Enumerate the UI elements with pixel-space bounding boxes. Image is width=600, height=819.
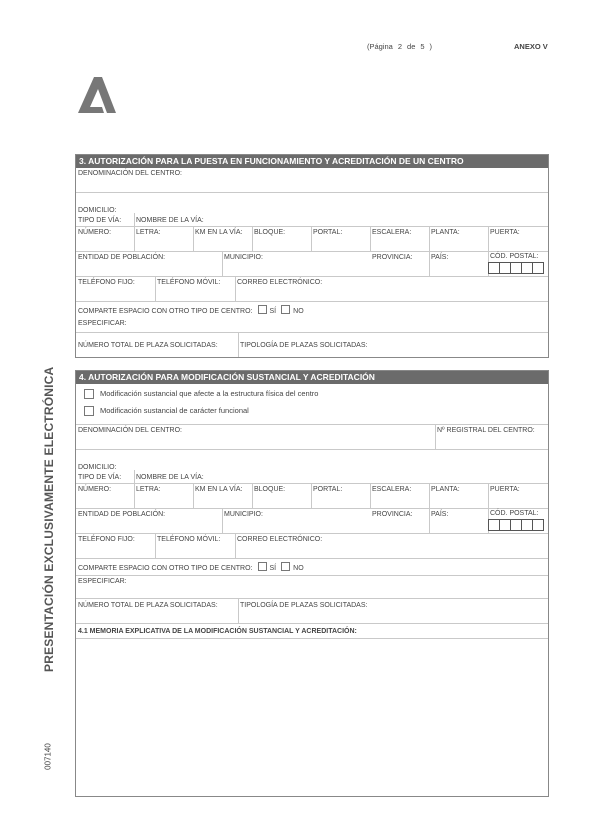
memoria-label: 4.1 MEMORIA EXPLICATIVA DE LA MODIFICACIÓN SUSTANCIAL Y ACREDITACIÓN: [78,628,357,635]
municipio-field[interactable]: MUNICIPIO: [224,254,263,261]
memoria-area[interactable] [76,624,548,784]
si-checkbox-4[interactable] [258,562,267,571]
especificar-field-4[interactable]: ESPECIFICAR: [78,578,127,585]
no-checkbox[interactable] [281,305,290,314]
planta-field[interactable]: PLANTA: [431,229,460,236]
pais-field-4[interactable]: PAÍS: [431,511,449,518]
si-label: SÍ [269,308,277,315]
total-plazas-field[interactable]: NÚMERO TOTAL DE PLAZA SOLICITADAS: [78,342,218,349]
opt-estructura-checkbox[interactable] [84,389,94,399]
page-number: 2 [397,42,403,51]
provincia-field[interactable]: PROVINCIA: [372,254,413,261]
location-row-4 [76,509,548,534]
page-indicator [367,42,437,51]
section-3-title: 3. AUTORIZACIÓN PARA LA PUESTA EN FUNCIONAMIENTO Y ACREDITACIÓN DE UN CENTRO [76,155,548,168]
no-label: NO [293,308,304,315]
entidad-field[interactable]: ENTIDAD DE POBLACIÓN: [78,254,166,261]
tipo-via-label[interactable]: TIPO DE VÍA: [78,217,122,224]
bloque-field-4[interactable]: BLOQUE: [254,486,286,493]
comparte-label: COMPARTE ESPACIO CON OTRO TIPO DE CENTRO: [78,308,253,315]
pais-field[interactable]: PAÍS: [431,254,449,261]
cp4-digit-5[interactable] [532,519,544,531]
section-3 [75,154,549,358]
nombre-via-label[interactable]: NOMBRE DE LA VÍA: [136,217,204,224]
comparte-row [76,302,548,333]
letra-field[interactable]: LETRA: [136,229,161,236]
puerta-field[interactable]: PUERTA: [490,229,520,236]
cp-digit-5[interactable] [532,262,544,274]
domicilio-row [76,193,548,227]
denominacion-field-4[interactable]: DENOMINACIÓN DEL CENTRO: [78,427,182,434]
modification-options [76,384,548,425]
cod-postal-label: CÓD. POSTAL: [490,253,539,260]
contact-row [76,277,548,302]
total-plazas-field-4[interactable]: NÚMERO TOTAL DE PLAZA SOLICITADAS: [78,602,218,609]
junta-andalucia-logo-icon [74,75,118,115]
comparte-question-4 [78,562,304,572]
especificar-row-4 [76,576,548,599]
portal-field[interactable]: PORTAL: [313,229,343,236]
registral-field[interactable]: Nº REGISTRAL DEL CENTRO: [437,427,535,434]
si-label-4: SÍ [269,565,277,572]
page-total: 5 [420,42,425,51]
escalera-field-4[interactable]: ESCALERA: [372,486,412,493]
address-row [76,227,548,252]
page-open-label: (Página [367,42,393,51]
vertical-title: PRESENTACIÓN EXCLUSIVAMENTE ELECTRÓNICA [42,366,56,672]
bloque-field[interactable]: BLOQUE: [254,229,286,236]
comparte-label-4: COMPARTE ESPACIO CON OTRO TIPO DE CENTRO: [78,565,253,572]
location-row [76,252,548,277]
planta-field-4[interactable]: PLANTA: [431,486,460,493]
address-row-4 [76,484,548,509]
annex-label: ANEXO V [514,42,548,51]
provincia-field-4[interactable]: PROVINCIA: [372,511,413,518]
form-code: 007140 [43,743,53,770]
comparte-question [78,305,304,315]
entidad-field-4[interactable]: ENTIDAD DE POBLACIÓN: [78,511,166,518]
section-4 [75,370,549,797]
denominacion-row[interactable] [76,168,548,193]
escalera-field[interactable]: ESCALERA: [372,229,412,236]
page-of-label: de [407,42,416,51]
telefono-fijo-field[interactable]: TELÉFONO FIJO: [78,279,135,286]
si-checkbox[interactable] [258,305,267,314]
email-field[interactable]: CORREO ELECTRÓNICO: [237,279,323,286]
page-close-label: ) [429,42,433,51]
denominacion-label: DENOMINACIÓN DEL CENTRO: [78,170,182,177]
km-field-4[interactable]: KM EN LA VÍA: [195,486,243,493]
numero-field-4[interactable]: NÚMERO: [78,486,112,493]
telefono-movil-field-4[interactable]: TELÉFONO MÓVIL: [157,536,221,543]
domicilio-row-4 [76,450,548,484]
contact-row-4 [76,534,548,559]
nombre-via-field-4[interactable]: NOMBRE DE LA VÍA: [136,474,204,481]
comparte-row-4 [76,559,548,576]
letra-field-4[interactable]: LETRA: [136,486,161,493]
opt-estructura-label: Modificación sustancial que afecte a la estructura física del centro [100,389,319,398]
puerta-field-4[interactable]: PUERTA: [490,486,520,493]
plazas-row-4 [76,599,548,624]
section-4-title: 4. AUTORIZACIÓN PARA MODIFICACIÓN SUSTANCIAL Y ACREDITACIÓN [76,371,548,384]
domicilio-label-4: DOMICILIO: [78,464,117,471]
no-label-4: NO [293,565,304,572]
opt-funcional-label: Modificación sustancial de carácter funcional [100,406,249,415]
telefono-fijo-field-4[interactable]: TELÉFONO FIJO: [78,536,135,543]
domicilio-label: DOMICILIO: [78,207,117,214]
tipologia-field[interactable]: TIPOLOGÍA DE PLAZAS SOLICITADAS: [240,342,368,349]
tipo-via-field-4[interactable]: TIPO DE VÍA: [78,474,122,481]
portal-field-4[interactable]: PORTAL: [313,486,343,493]
plazas-row [76,333,548,357]
numero-field[interactable]: NÚMERO: [78,229,112,236]
especificar-field[interactable]: ESPECIFICAR: [78,320,127,327]
municipio-field-4[interactable]: MUNICIPIO: [224,511,263,518]
telefono-movil-field[interactable]: TELÉFONO MÓVIL: [157,279,221,286]
cod-postal-label-4: CÓD. POSTAL: [490,510,539,517]
email-field-4[interactable]: CORREO ELECTRÓNICO: [237,536,323,543]
denominacion-row-4 [76,425,548,450]
no-checkbox-4[interactable] [281,562,290,571]
km-field[interactable]: KM EN LA VÍA: [195,229,243,236]
opt-funcional-checkbox[interactable] [84,406,94,416]
tipologia-field-4[interactable]: TIPOLOGÍA DE PLAZAS SOLICITADAS: [240,602,368,609]
